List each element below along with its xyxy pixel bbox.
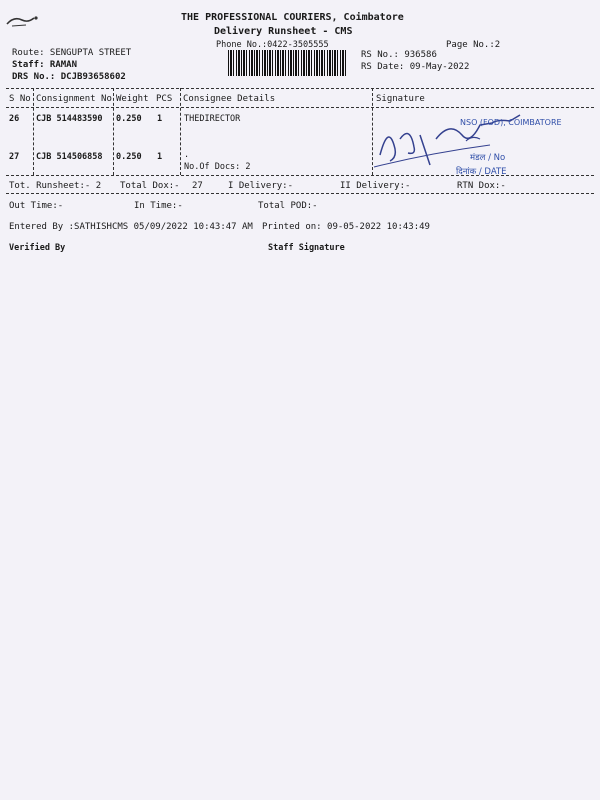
table-top-rule bbox=[6, 88, 594, 89]
total-dox-value: 27 bbox=[192, 181, 203, 191]
row-2-sno: 27 bbox=[9, 152, 20, 162]
header-sno: S No bbox=[9, 94, 31, 104]
row-2-consignment: CJB 514506858 bbox=[36, 152, 103, 162]
document-title: Delivery Runsheet - CMS bbox=[214, 26, 353, 37]
second-delivery: II Delivery:- bbox=[340, 181, 411, 191]
rs-number: RS No.: 936586 bbox=[361, 50, 437, 60]
row-2-pcs: 1 bbox=[157, 152, 163, 162]
company-name: THE PROFESSIONAL COURIERS, Coimbatore bbox=[181, 12, 404, 23]
row-1-weight: 0.250 bbox=[116, 114, 142, 124]
drs-number: DRS No.: DCJB93658602 bbox=[12, 72, 126, 82]
out-time: Out Time:- bbox=[9, 201, 64, 211]
total-pod: Total POD:- bbox=[258, 201, 318, 211]
col-divider bbox=[180, 88, 181, 175]
printed-on: Printed on: 09-05-2022 10:43:49 bbox=[262, 222, 430, 232]
col-divider bbox=[113, 88, 114, 175]
verified-by: Verified By bbox=[9, 243, 66, 253]
row-2-consignee: . bbox=[184, 150, 190, 160]
total-dox-label: Total Dox:- bbox=[120, 181, 180, 191]
barcode bbox=[228, 50, 346, 76]
staff-signature-label: Staff Signature bbox=[268, 243, 345, 253]
header-pcs: PCS bbox=[156, 94, 173, 104]
entered-by: Entered By :SATHISHCMS 05/09/2022 10:43:47 AM bbox=[9, 222, 253, 232]
stamp-line-2: मंडल / No bbox=[470, 153, 506, 163]
row-1-consignee: THEDIRECTOR bbox=[184, 114, 241, 124]
header-consignee: Consignee Details bbox=[183, 94, 276, 104]
rs-date: RS Date: 09-May-2022 bbox=[361, 62, 470, 72]
phone-number: Phone No.:0422-3505555 bbox=[216, 40, 329, 50]
staff: Staff: RAMAN bbox=[12, 60, 78, 70]
row-1-consignment: CJB 514483590 bbox=[36, 114, 103, 124]
first-delivery: I Delivery:- bbox=[228, 181, 294, 191]
header-consignment: Consignment No bbox=[36, 94, 112, 104]
courier-logo-icon bbox=[4, 12, 44, 30]
rtn-dox: RTN Dox:- bbox=[457, 181, 506, 191]
row-1-pcs: 1 bbox=[157, 114, 163, 124]
route: Route: SENGUPTA STREET bbox=[12, 48, 132, 58]
total-runsheet: Tot. Runsheet:- 2 bbox=[9, 181, 102, 191]
header-weight: Weight bbox=[116, 94, 149, 104]
row-2-weight: 0.250 bbox=[116, 152, 142, 162]
stamp-line-1: NSO (FOD), COIMBATORE bbox=[460, 118, 562, 127]
header-signature: Signature bbox=[376, 94, 425, 104]
row-1-sno: 26 bbox=[9, 114, 20, 124]
in-time: In Time:- bbox=[134, 201, 183, 211]
stamp-line-3: दिनांक / DATE bbox=[456, 167, 507, 177]
page-number: Page No.:2 bbox=[446, 40, 501, 50]
row-2-doc-count: No.Of Docs: 2 bbox=[184, 162, 251, 172]
col-divider bbox=[33, 88, 34, 175]
totals-rule bbox=[6, 193, 594, 194]
